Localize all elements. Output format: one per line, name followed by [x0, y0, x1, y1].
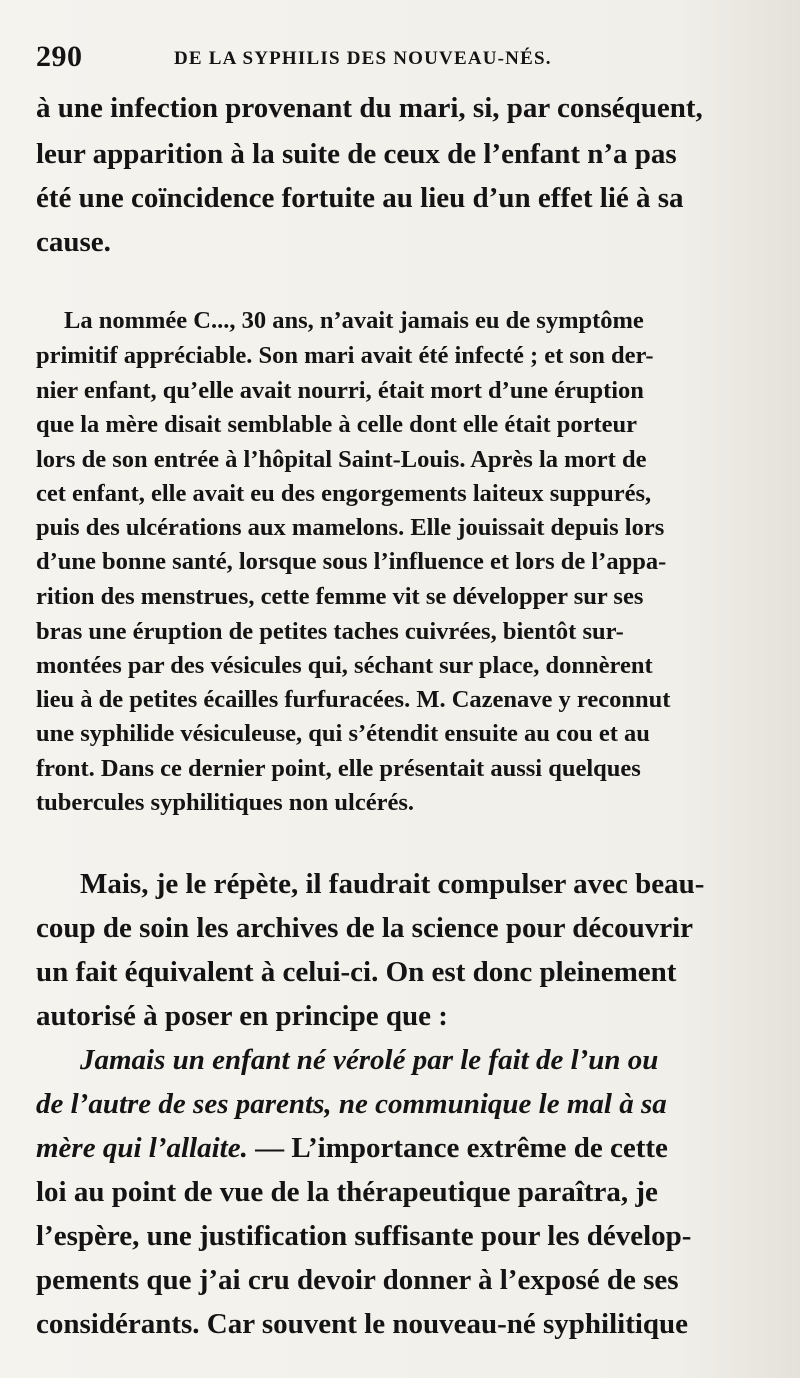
principle-tail-roman: — L’importance extrême de cette — [247, 1132, 668, 1164]
text-line: nier enfant, qu’elle avait nourri, était mort d’une éruption — [36, 377, 644, 404]
text-line: loi au point de vue de la thérapeutique paraîtra, je — [36, 1176, 658, 1208]
text-line: leur apparition à la suite de ceux de l’enfant n’a pas — [36, 138, 677, 170]
text-line: coup de soin les archives de la science pour découvrir — [36, 912, 694, 944]
running-title: DE LA SYPHILIS DES NOUVEAU-NÉS. — [174, 48, 552, 69]
text-line: primitif appréciable. Son mari avait été infecté ; et son der- — [36, 342, 654, 369]
text-line: La nommée C..., 30 ans, n’avait jamais eu de symptôme — [64, 307, 644, 334]
page-number: 290 — [36, 40, 83, 73]
text-line: lors de son entrée à l’hôpital Saint-Louis. Après la mort de — [36, 446, 647, 473]
text-line: une syphilide vésiculeuse, qui s’étendit ensuite au cou et au — [36, 720, 650, 747]
text-line: lieu à de petites écailles furfuracées. M. Cazenave y reconnut — [36, 686, 671, 713]
text-line: que la mère disait semblable à celle dont elle était porteur — [36, 411, 638, 438]
text-line: autorisé à poser en principe que : — [36, 1000, 448, 1032]
text-line: tubercules syphilitiques non ulcérés. — [36, 789, 414, 816]
text-line: d’une bonne santé, lorsque sous l’influence et lors de l’appa- — [36, 548, 667, 575]
principle-line-mixed — [36, 1132, 668, 1165]
text-line: pements que j’ai cru devoir donner à l’exposé de ses — [36, 1264, 679, 1296]
text-line: puis des ulcérations aux mamelons. Elle jouissait depuis lors — [36, 514, 665, 541]
text-line: front. Dans ce dernier point, elle présentait aussi quelques — [36, 755, 641, 782]
page-header — [36, 40, 736, 80]
text-line: un fait équivalent à celui-ci. On est donc pleinement — [36, 956, 677, 988]
text-line: Mais, je le répète, il faudrait compulser avec beau- — [80, 868, 705, 900]
principle-line: de l’autre de ses parents, ne communique le mal à sa — [36, 1088, 667, 1120]
text-line: à une infection provenant du mari, si, par conséquent, — [36, 92, 703, 124]
text-line: considérants. Car souvent le nouveau-né syphilitique — [36, 1308, 689, 1340]
text-line: montées par des vésicules qui, séchant sur place, donnèrent — [36, 652, 653, 679]
text-line: rition des menstrues, cette femme vit se développer sur ses — [36, 583, 644, 610]
text-line: été une coïncidence fortuite au lieu d’un effet lié à sa — [36, 182, 684, 214]
principle-line: Jamais un enfant né vérolé par le fait de l’un ou — [80, 1044, 659, 1076]
text-line: bras une éruption de petites taches cuivrées, bientôt sur- — [36, 618, 624, 645]
text-line: cause. — [36, 226, 111, 258]
text-line: cet enfant, elle avait eu des engorgements laiteux suppurés, — [36, 480, 652, 507]
text-line: l’espère, une justification suffisante pour les dévelop- — [36, 1220, 692, 1252]
principle-tail-italic: mère qui l’allaite. — [36, 1132, 248, 1164]
